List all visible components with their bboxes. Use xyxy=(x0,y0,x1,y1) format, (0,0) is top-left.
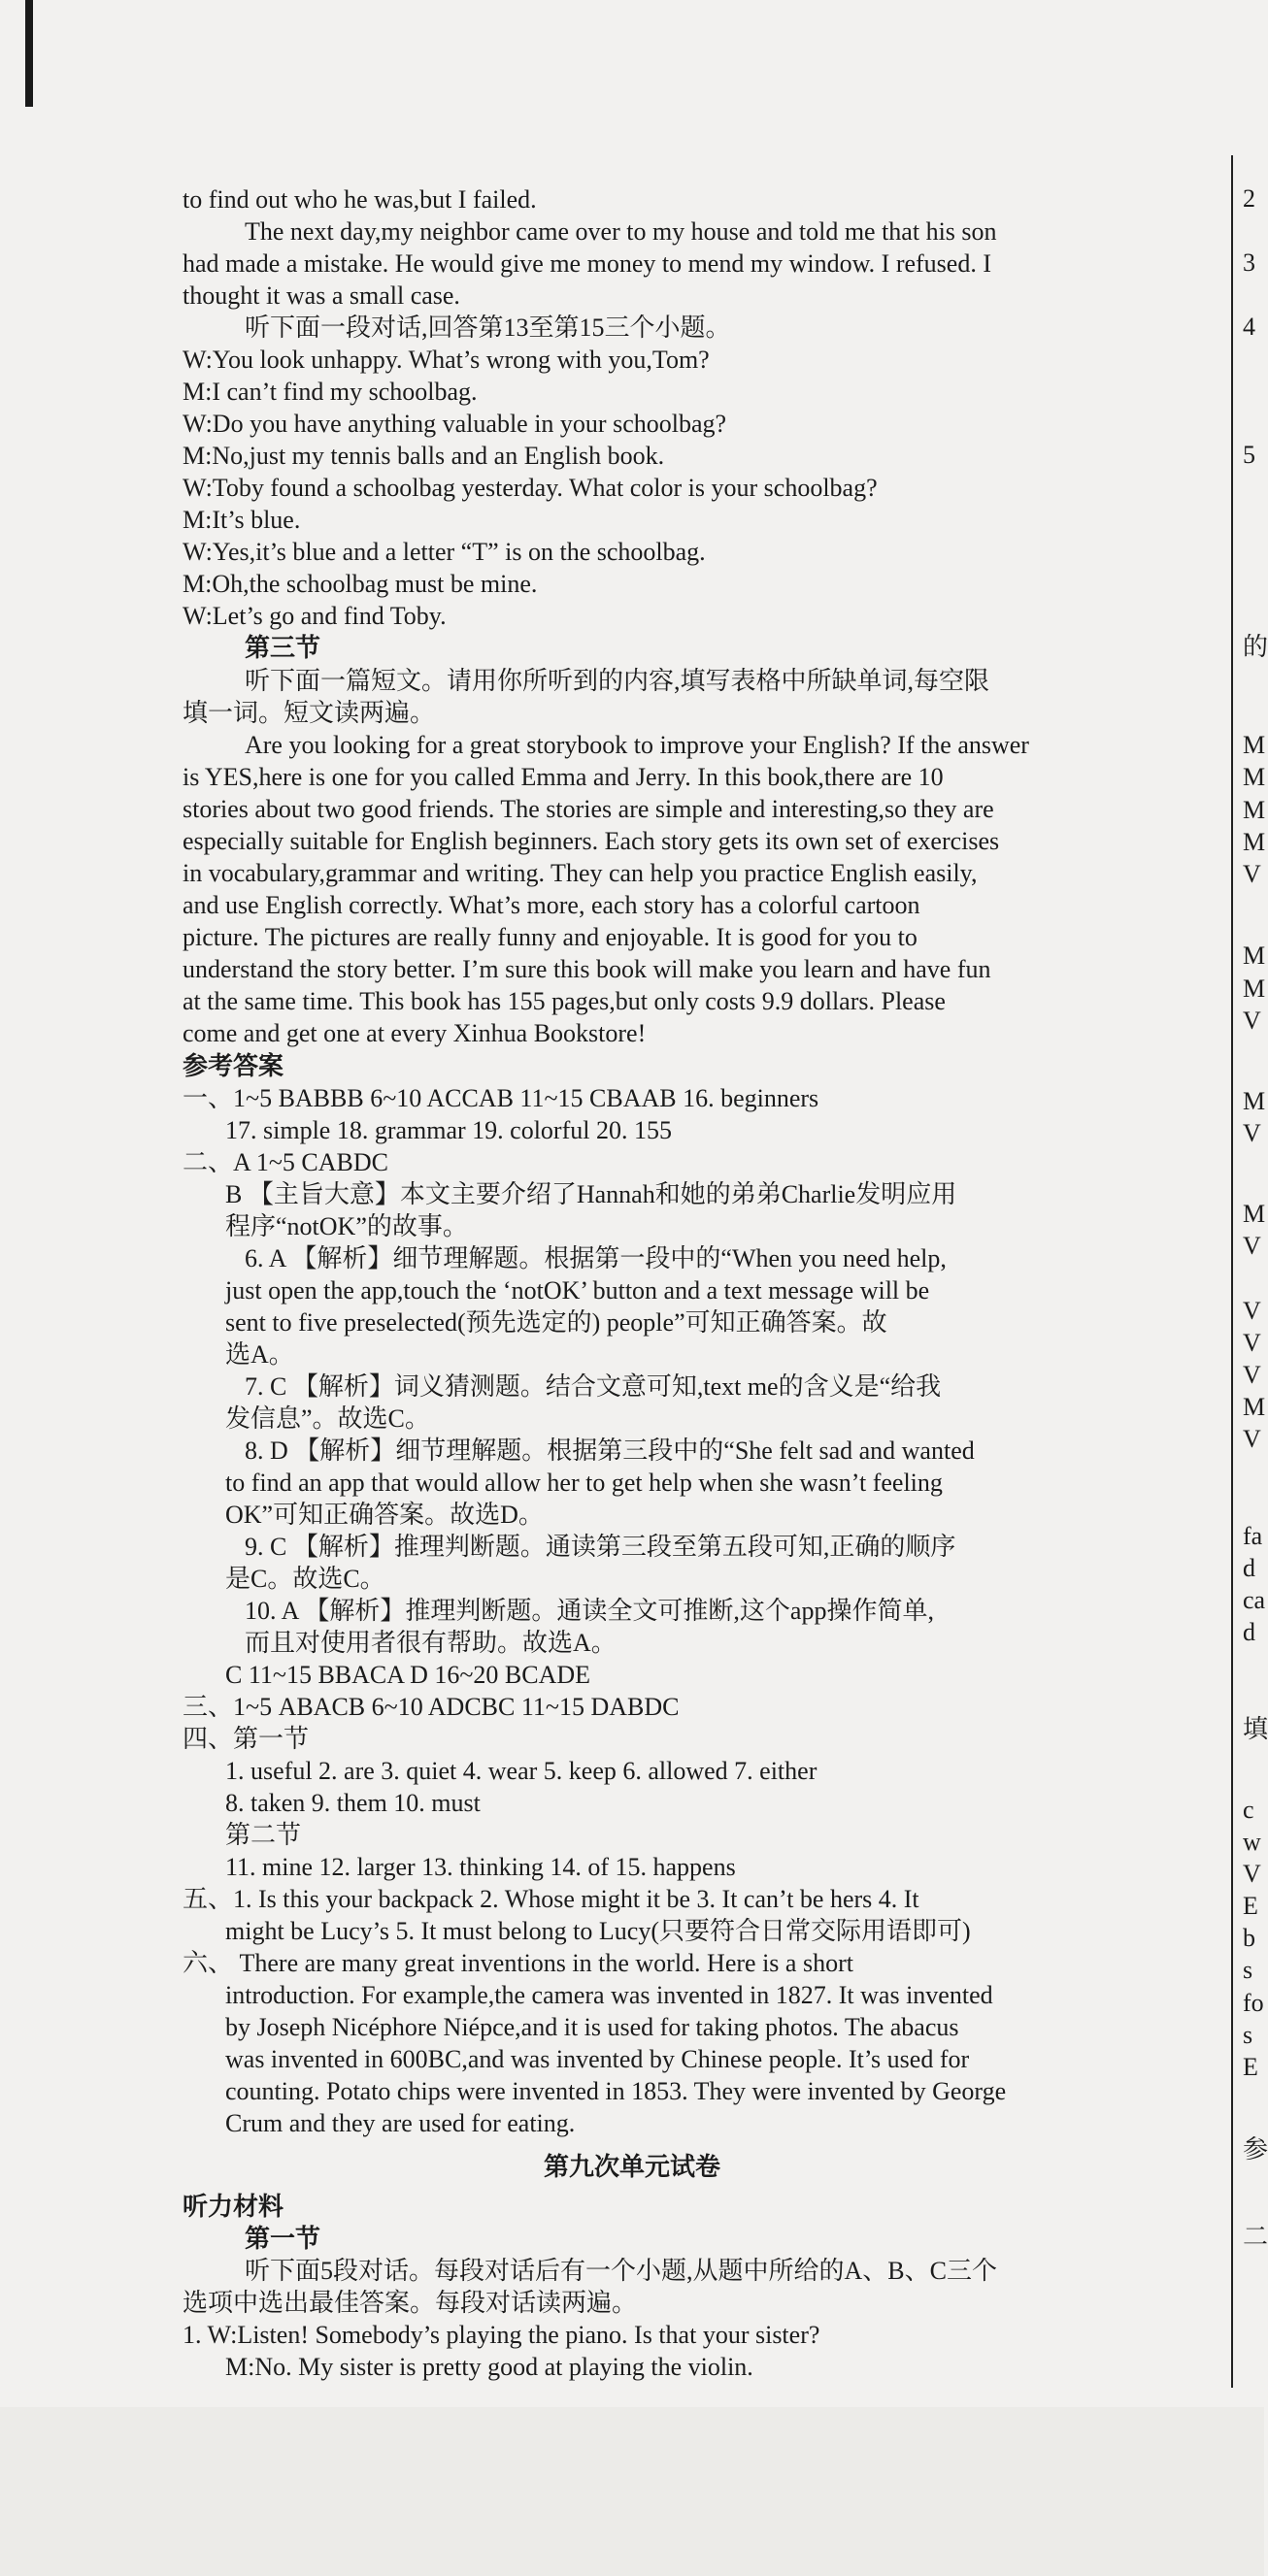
text-line: 选A。 xyxy=(225,1340,294,1369)
edge-fragment: c xyxy=(1243,1796,1254,1824)
text-line: 第九次单元试卷 xyxy=(543,2153,720,2181)
edge-fragment: s xyxy=(1243,1956,1253,1984)
binding-mark xyxy=(25,0,33,107)
text-line: 9. C 【解析】推理判断题。通读第三段至第五段可知,正确的顺序 xyxy=(245,1533,956,1561)
edge-fragment: s xyxy=(1243,2021,1253,2049)
edge-fragment: M xyxy=(1243,1200,1266,1228)
text-line: was invented in 600BC,and was invented by Chinese people. It’s used for xyxy=(225,2045,970,2073)
text-line: had made a mistake. He would give me money to mend my window. I refused. I xyxy=(183,249,991,278)
edge-fragment: M xyxy=(1243,763,1266,791)
text-line: 发信息”。故选C。 xyxy=(225,1404,430,1433)
text-line: W:Yes,it’s blue and a letter “T” is on the schoolbag. xyxy=(183,538,706,566)
text-line: 听下面5段对话。每段对话后有一个小题,从题中所给的A、B、C三个 xyxy=(245,2257,997,2285)
text-line: B 【主旨大意】本文主要介绍了Hannah和她的弟弟Charlie发明应用 xyxy=(225,1180,957,1208)
edge-fragment: 的 xyxy=(1243,633,1268,661)
text-line: Are you looking for a great storybook to improve your English? If the answer xyxy=(245,731,1029,759)
text-line: W:Do you have anything valuable in your schoolbag? xyxy=(183,410,727,438)
edge-fragment: 4 xyxy=(1243,313,1255,341)
edge-fragment: V xyxy=(1243,1119,1261,1147)
text-line: 程序“notOK”的故事。 xyxy=(225,1212,468,1240)
text-line: C 11~15 BBACA D 16~20 BCADE xyxy=(225,1661,591,1689)
text-line: W:You look unhappy. What’s wrong with you,Tom? xyxy=(183,346,710,374)
text-line: 一、1~5 BABBB 6~10 ACCAB 11~15 CBAAB 16. beginners xyxy=(183,1084,819,1112)
text-line: M:No. My sister is pretty good at playing the violin. xyxy=(225,2353,753,2381)
text-line: in vocabulary,grammar and writing. They can help you practice English easily, xyxy=(183,859,978,887)
edge-fragment: d xyxy=(1243,1618,1255,1646)
text-line: picture. The pictures are really funny and enjoyable. It is good for you to xyxy=(183,923,918,951)
text-line: thought it was a small case. xyxy=(183,281,460,310)
text-line: W:Let’s go and find Toby. xyxy=(183,602,447,630)
text-line: 11. mine 12. larger 13. thinking 14. of 15. happens xyxy=(225,1853,736,1881)
edge-fragment: fa xyxy=(1243,1522,1263,1550)
edge-fragment: w xyxy=(1243,1828,1261,1856)
text-line: The next day,my neighbor came over to my house and told me that his son xyxy=(245,217,997,246)
edge-fragment: V xyxy=(1243,1329,1261,1357)
text-line: to find an app that would allow her to get help when she wasn’t feeling xyxy=(225,1469,943,1497)
edge-fragment: ca xyxy=(1243,1586,1266,1614)
text-line: 10. A 【解析】推理判断题。通读全文可推断,这个app操作简单, xyxy=(245,1597,934,1625)
text-line: at the same time. This book has 155 pages,but only costs 9.9 dollars. Please xyxy=(183,987,946,1015)
edge-fragment: b xyxy=(1243,1924,1255,1952)
text-line: 8. D 【解析】细节理解题。根据第三段中的“She felt sad and wanted xyxy=(245,1437,975,1465)
text-line: sent to five preselected(预先选定的) people”可知正确答案。故 xyxy=(225,1308,887,1337)
text-line: especially suitable for English beginners. Each story gets its own set of exercises xyxy=(183,827,1000,855)
text-line: W:Toby found a schoolbag yesterday. What color is your schoolbag? xyxy=(183,474,878,502)
text-line: 五、1. Is this your backpack 2. Whose might it be 3. It can’t be hers 4. It xyxy=(183,1885,919,1913)
text-line: by Joseph Nicéphore Niépce,and it is used for taking photos. The abacus xyxy=(225,2013,959,2041)
text-line: 三、1~5 ABACB 6~10 ADCBC 11~15 DABDC xyxy=(183,1693,680,1721)
text-line: 1. W:Listen! Somebody’s playing the piano. Is that your sister? xyxy=(183,2321,820,2349)
page-bottom-margin xyxy=(0,2407,1264,2576)
text-line: 是C。故选C。 xyxy=(225,1565,385,1593)
column-divider xyxy=(1231,155,1233,2388)
text-line: introduction. For example,the camera was invented in 1827. It was invented xyxy=(225,1981,993,2009)
text-line: OK”可知正确答案。故选D。 xyxy=(225,1501,544,1529)
text-line: 参考答案 xyxy=(183,1052,284,1080)
edge-fragment: V xyxy=(1243,1425,1261,1453)
edge-fragment: V xyxy=(1243,1007,1261,1035)
text-line: 6. A 【解析】细节理解题。根据第一段中的“When you need help, xyxy=(245,1244,947,1272)
text-line: come and get one at every Xinhua Bookstore! xyxy=(183,1019,647,1047)
edge-fragment: M xyxy=(1243,974,1266,1003)
text-line: counting. Potato chips were invented in 1853. They were invented by George xyxy=(225,2077,1007,2105)
edge-fragment: 5 xyxy=(1243,441,1255,469)
text-line: 填一词。短文读两遍。 xyxy=(183,699,436,727)
edge-fragment: 填 xyxy=(1243,1715,1268,1743)
text-line: M:No,just my tennis balls and an English book. xyxy=(183,442,665,470)
text-line: M:Oh,the schoolbag must be mine. xyxy=(183,570,538,598)
text-line: just open the app,touch the ‘notOK’ button and a text message will be xyxy=(225,1276,930,1305)
text-line: understand the story better. I’m sure this book will make you learn and have fun xyxy=(183,955,991,983)
edge-fragment: V xyxy=(1243,1361,1261,1389)
text-line: 7. C 【解析】词义猜测题。结合文意可知,text me的含义是“给我 xyxy=(245,1372,942,1401)
text-line: 六、 There are many great inventions in the world. Here is a short xyxy=(183,1949,853,1977)
text-line: 二、A 1~5 CABDC xyxy=(183,1148,388,1176)
text-line: 选项中选出最佳答案。每段对话读两遍。 xyxy=(183,2289,638,2317)
text-line: 1. useful 2. are 3. quiet 4. wear 5. keep 6. allowed 7. either xyxy=(225,1757,818,1785)
edge-fragment: 3 xyxy=(1243,248,1255,277)
edge-fragment: V xyxy=(1243,1232,1261,1260)
edge-fragment: E xyxy=(1243,2053,1258,2081)
text-line: might be Lucy’s 5. It must belong to Lucy(只要符合日常交际用语即可) xyxy=(225,1917,971,1945)
edge-fragment: V xyxy=(1243,860,1261,888)
text-line: 8. taken 9. them 10. must xyxy=(225,1789,481,1817)
edge-fragment: E xyxy=(1243,1892,1258,1920)
text-line: stories about two good friends. The stories are simple and interesting,so they are xyxy=(183,795,994,823)
edge-fragment: M xyxy=(1243,941,1266,970)
text-line: is YES,here is one for you called Emma and Jerry. In this book,there are 10 xyxy=(183,763,944,791)
text-line: 四、第一节 xyxy=(183,1725,310,1753)
text-line: M:It’s blue. xyxy=(183,506,301,534)
edge-fragment: 参 xyxy=(1243,2135,1268,2163)
text-line: 第三节 xyxy=(245,634,321,662)
edge-fragment: V xyxy=(1243,1297,1261,1325)
text-line: 第二节 xyxy=(225,1821,302,1849)
edge-fragment: d xyxy=(1243,1554,1255,1582)
edge-fragment: fo xyxy=(1243,1989,1264,2017)
text-line: Crum and they are used for eating. xyxy=(225,2109,576,2137)
edge-fragment: V xyxy=(1243,1860,1261,1888)
text-line: 第一节 xyxy=(245,2225,321,2253)
edge-fragment: 二 xyxy=(1243,2223,1268,2251)
text-line: 而且对使用者很有帮助。故选A。 xyxy=(245,1629,617,1657)
edge-fragment: 2 xyxy=(1243,184,1255,213)
edge-fragment: M xyxy=(1243,731,1266,759)
text-line: M:I can’t find my schoolbag. xyxy=(183,378,478,406)
text-line: 听下面一篇短文。请用你所听到的内容,填写表格中所缺单词,每空限 xyxy=(245,667,990,695)
edge-fragment: M xyxy=(1243,796,1266,824)
edge-fragment: M xyxy=(1243,1087,1266,1115)
edge-fragment: M xyxy=(1243,828,1266,856)
edge-fragment: M xyxy=(1243,1393,1266,1421)
text-line: to find out who he was,but I failed. xyxy=(183,185,537,214)
text-line: and use English correctly. What’s more, each story has a colorful cartoon xyxy=(183,891,920,919)
text-line: 听力材料 xyxy=(183,2193,284,2221)
text-line: 听下面一段对话,回答第13至第15三个小题。 xyxy=(245,314,731,342)
text-line: 17. simple 18. grammar 19. colorful 20. 155 xyxy=(225,1116,672,1144)
